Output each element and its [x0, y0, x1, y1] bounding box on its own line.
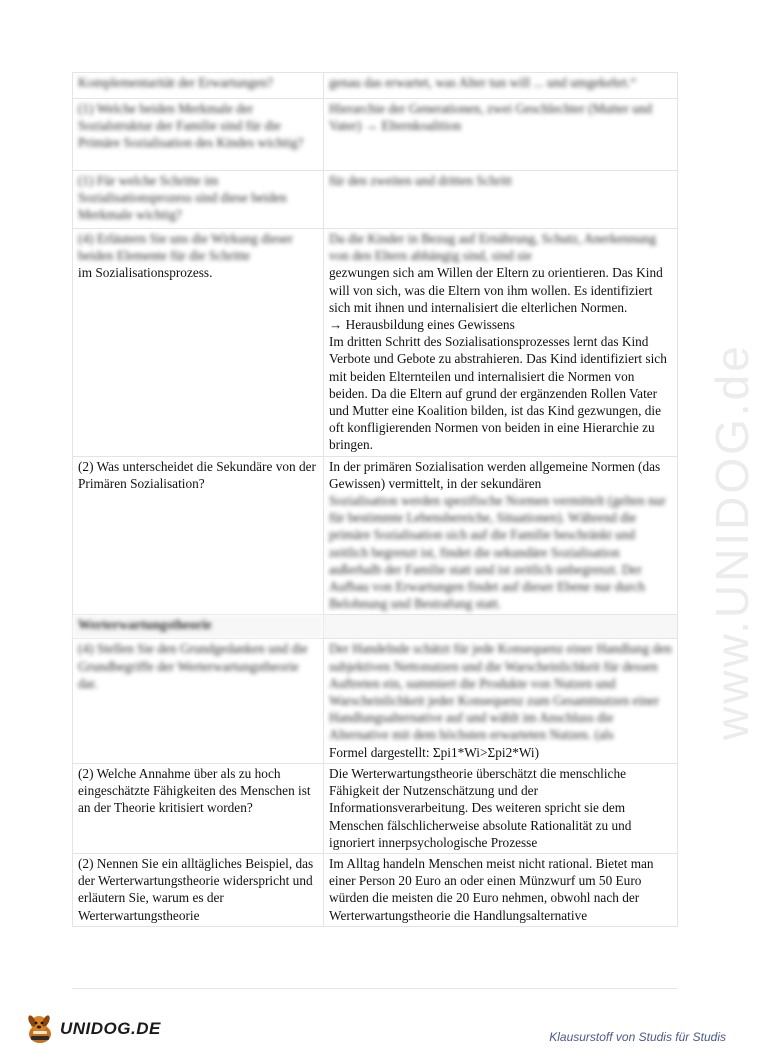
answer-cell: für den zweiten und dritten Schritt	[324, 171, 678, 229]
answer-cell	[324, 229, 678, 457]
answer-text: → Herausbildung eines Gewissens	[329, 317, 515, 333]
question-text-blurred: (4) Erläutern Sie uns die Wirkung dieser beiden Elemente für die Schritte	[78, 231, 293, 264]
answer-text: gezwungen sich am Willen der Eltern zu orientieren. Das Kind will von sich, was die Eltern von ihm wollen. Es identifiziert sich mit ihnen und internalisiert die elterlichen Normen.	[329, 265, 663, 315]
qa-table	[72, 72, 678, 927]
question-cell: (4) Stellen Sie den Grundgedanken und die Grundbegriffe der Werterwartungstheorie dar.	[73, 639, 324, 763]
footer-tagline: Klausurstoff von Studis für Studis	[549, 1030, 726, 1044]
logo-text: UNIDOG.DE	[60, 1019, 161, 1038]
answer-text: Im dritten Schritt des Sozialisationsprozesses lernt das Kind Verbote und Gebote zu abstrahieren. Das Kind identifiziert sich mit beiden Elternteilen und internalisiert die Normen von beiden. Da die Eltern auf grund der ergänzenden Rollen Vater und Mutter eine Koalition bilden, ist das Kind gezwungen, die oft konfligierenden Normen von beiden in eine Hierarchie zu bringen.	[329, 334, 667, 453]
question-cell: (1) Welche beiden Merkmale der Sozialstruktur der Familie sind für die Primäre Sozialisation des Kindes wichtig?	[73, 99, 324, 171]
qa-document	[72, 72, 678, 927]
answer-text-blurred: Da die Kinder in Bezug auf Ernährung, Schutz, Anerkennung von den Eltern abhängig sind, sind sie	[329, 231, 657, 264]
question-cell: (1) Für welche Schritte im Sozialisationsprozess sind diese beiden Merkmale wichtig?	[73, 171, 324, 229]
table-row	[73, 853, 678, 926]
question-cell: (2) Welche Annahme über als zu hoch eingeschätzte Fähigkeiten des Menschen ist an der Theorie kritisiert worden?	[73, 763, 324, 853]
answer-cell: Die Werterwartungstheorie überschätzt die menschliche Fähigkeit der Nutzenschätzung und der Informationsverarbeitung. Des weiteren spricht sie dem Menschen fälschlicherweise absolute Rationalität zu und ignoriert innerpsychologische Prozesse	[324, 763, 678, 853]
site-watermark: www.UNIDOG.de	[706, 343, 758, 740]
answer-text-blurred: Der Handelnde schätzt für jede Konsequenz einer Handlung den subjektiven Nettonutzen und die Warscheinlichkeit für dessen Auftreten ein, summiert die Produkte von Nutzen und Warscheinlichkeit jeder Konsequenz zum Gesamtnutzen einer Handlungsalternative auf und wählt im Anschluss die Alternative mit dem höchsten erwarteten Nutzen. (als	[329, 641, 672, 743]
answer-cell: Im Alltag handeln Menschen meist nicht rational. Bietet man einer Person 20 Euro an oder einen Münzwurf um 50 Euro würden die meisten die 20 Euro nehmen, obwohl nach der Werterwartungstheorie die Handlungsalternative	[324, 853, 678, 926]
table-row	[73, 639, 678, 763]
question-cell: (2) Nennen Sie ein alltägliches Beispiel, das der Werterwartungstheorie widerspricht und erläutern Sie, warum es der Werterwartungstheorie	[73, 853, 324, 926]
table-row	[73, 99, 678, 171]
answer-cell	[324, 639, 678, 763]
question-cell: (2) Was unterscheidet die Sekundäre von der Primären Sozialisation?	[73, 456, 324, 615]
dog-icon	[22, 1012, 58, 1046]
table-row	[73, 73, 678, 99]
question-cell	[73, 229, 324, 457]
section-row	[73, 615, 678, 639]
unidog-logo	[22, 1012, 161, 1046]
table-row	[73, 171, 678, 229]
answer-cell: Hierarchie der Generationen, zwei Geschlechter (Mutter und Vater) → Elternkoalition	[324, 99, 678, 171]
footer-divider	[72, 988, 678, 989]
question-text: im Sozialisationsprozess.	[78, 265, 213, 281]
table-row	[73, 456, 678, 615]
answer-cell: genau das erwartet, was Alter tun will ... und umgekehrt.“	[324, 73, 678, 99]
section-empty-cell	[324, 615, 678, 639]
answer-text: Formel dargestellt: Σpi1*Wi>Σpi2*Wi)	[329, 744, 540, 760]
question-cell: Komplementarität der Erwartungen?	[73, 73, 324, 99]
answer-cell	[324, 456, 678, 615]
table-row	[73, 763, 678, 853]
table-row	[73, 229, 678, 457]
answer-text-blurred: Sozialisation werden spezifische Normen vermittelt (gelten nur für bestimmte Lebensbereiche, Situationen). Während die primäre Sozialisation sich auf die Familie beschränkt und zeitlich begrenzt ist, findet die sekundäre Sozialisation außerhalb der Familie statt und ist zeitlich unbegrenzt. Der Aufbau von Erwartungen findet auf dieser Ebene nur durch Belohnung und Bestrafung statt.	[329, 493, 666, 612]
answer-text: In der primären Sozialisation werden allgemeine Normen (das Gewissen) vermittelt, in der sekundären	[329, 458, 661, 491]
section-heading: Werterwartungstheorie	[73, 615, 324, 639]
